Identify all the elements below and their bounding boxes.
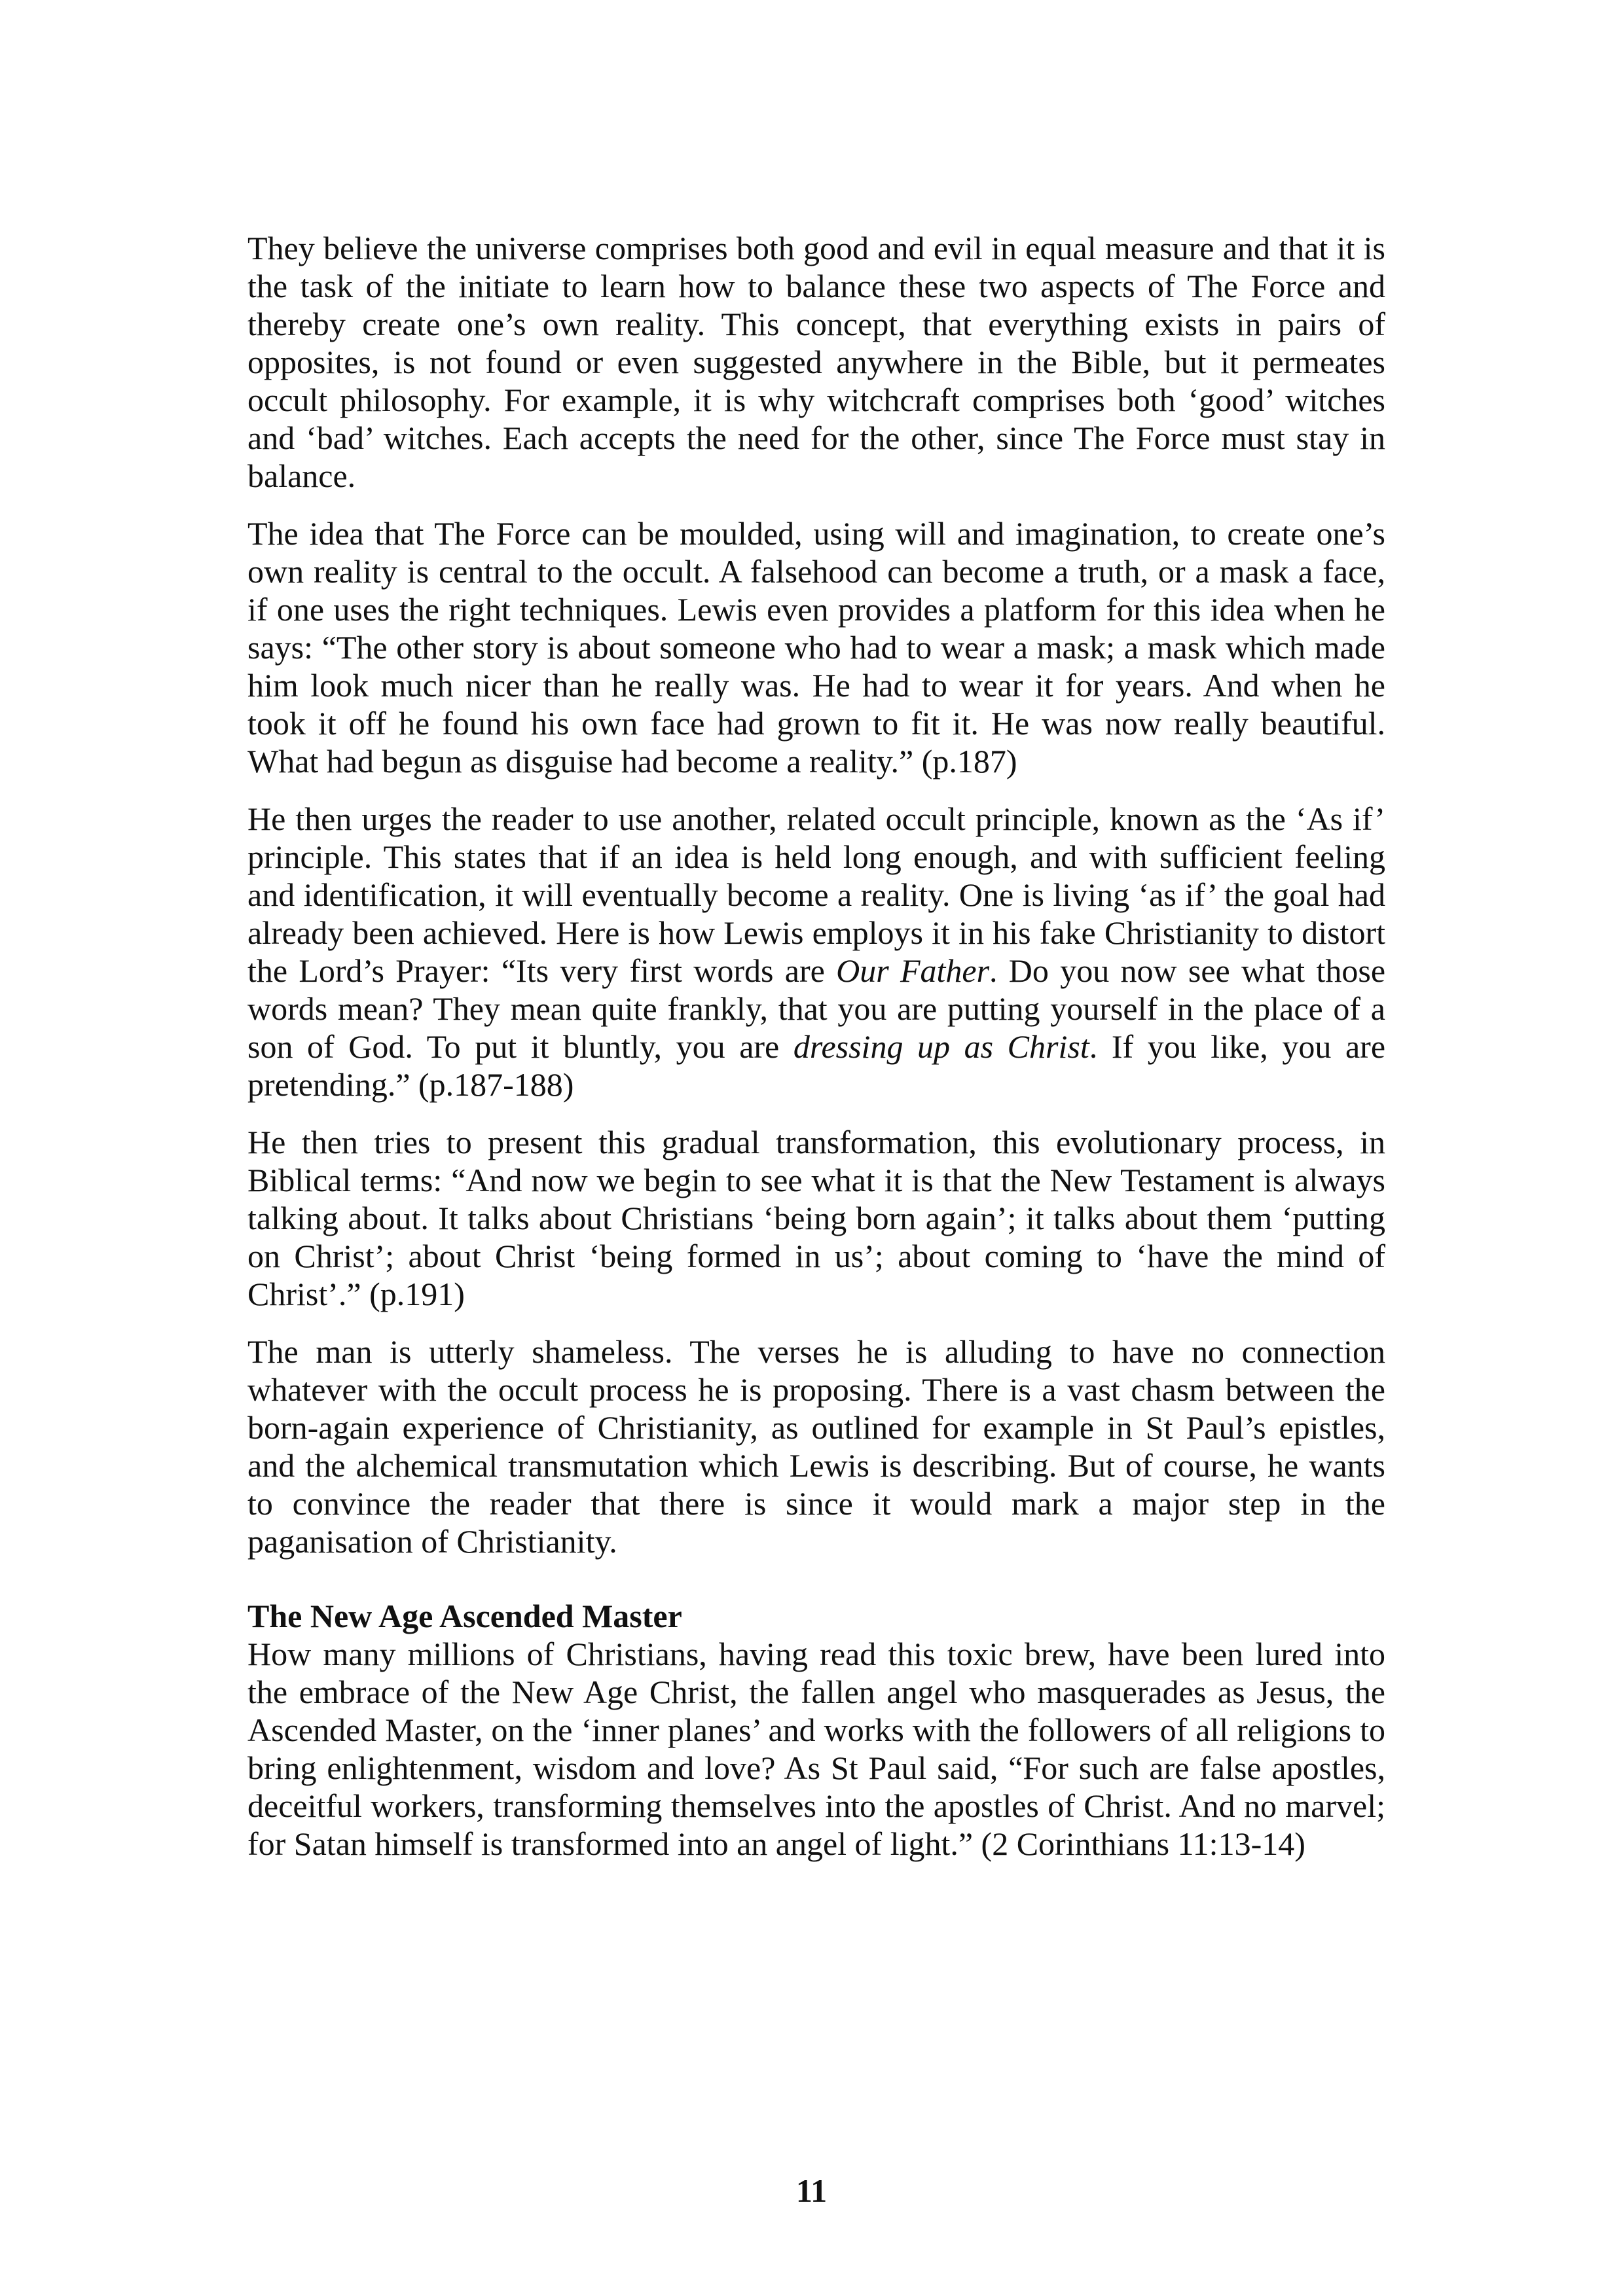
section-heading: The New Age Ascended Master <box>247 1598 682 1634</box>
paragraph-3 <box>247 800 1385 1103</box>
paragraph-4: He then tries to present this gradual transformation, this evolutionary process, in Biblical terms: “And now we begin to see what it is that the New Testament is always talking about. It talks about Christians ‘being born again’; it talks about them ‘putting on Christ’; about Christ ‘being formed in us’; about coming to ‘have the mind of Christ’.” (p.191) <box>247 1124 1385 1312</box>
paragraph-2: The idea that The Force can be moulded, using will and imagination, to create one’s own reality is central to the occult. A falsehood can become a truth, or a mask a face, if one uses the right techniques. Lewis even provides a platform for this idea when he says: “The other story is about someone who had to wear a mask; a mask which made him look much nicer than he really was. He had to wear it for years. And when he took it off he found his own face had grown to fit it. He was now really beautiful. What had begun as disguise had become a reality.” (p.187) <box>247 515 1385 780</box>
text-run: . Do you now see what those words mean? They mean quite frankly, that you are putting yourself in the place of a son of God. To put it bluntly, you are <box>247 952 1386 1065</box>
italic-run: Our Father <box>836 952 990 989</box>
document-body <box>247 229 1385 1882</box>
italic-run: dressing up as Christ <box>793 1028 1089 1065</box>
text-run: He then urges the reader to use another, related occult principle, known as the ‘As if’ principle. This states that if an idea is held long enough, and with sufficient feeling and identification, it will eventually become a reality. One is living ‘as if’ the goal had already been achieved. Here is how Lewis employs it in his fake Christianity to distort the Lord’s Prayer: “Its very first words are <box>247 800 1385 989</box>
paragraph-5: The man is utterly shameless. The verses he is alluding to have no connection whatever with the occult process he is proposing. There is a vast chasm between the born-again experience of Christianity, as outlined for example in St Paul’s epistles, and the alchemical transmutation which Lewis is describing. But of course, he wants to convince the reader that there is since it would mark a major step in the paganisation of Christianity. <box>247 1333 1385 1560</box>
section-paragraph: How many millions of Christians, having read this toxic brew, have been lured into the embrace of the New Age Christ, the fallen angel who masquerades as Jesus, the Ascended Master, on the ‘inner planes’ and works with the followers of all religions to bring enlightenment, wisdom and love? As St Paul said, “For such are false apostles, deceitful workers, transforming themselves into the apostles of Christ. And no marvel; for Satan himself is transformed into an angel of light.” (2 Corinthians 11:13-14) <box>247 1636 1385 1862</box>
page-number: 11 <box>795 2172 828 2209</box>
paragraph-1: They believe the universe comprises both good and evil in equal measure and that it is the task of the initiate to learn how to balance these two aspects of The Force and thereby create one’s own reality. This concept, that everything exists in pairs of opposites, is not found or even suggested anywhere in the Bible, but it permeates occult philosophy. For example, it is why witchcraft comprises both ‘good’ witches and ‘bad’ witches. Each accepts the need for the other, since The Force must stay in balance. <box>247 230 1385 494</box>
text-run: . If you like, you are pretending.” (p.187-188) <box>247 1028 1386 1103</box>
